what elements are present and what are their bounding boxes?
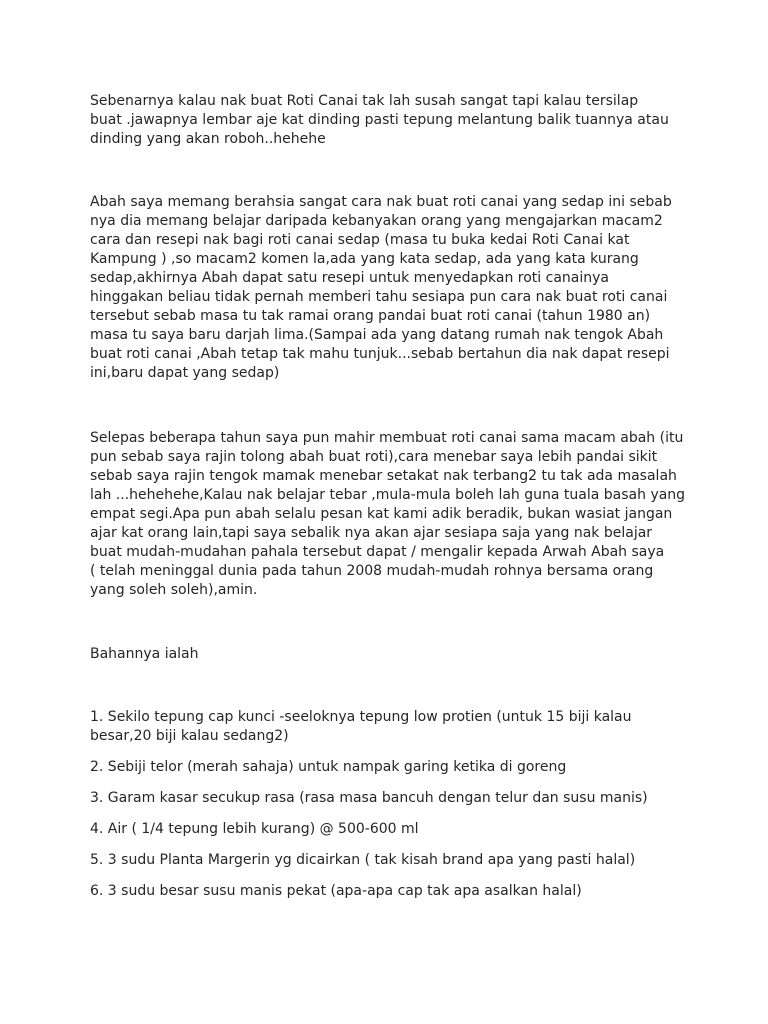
ingredient-item: 6. 3 sudu besar susu manis pekat (apa-apa cap tak apa asalkan halal) [90, 883, 582, 899]
ingredients-list [90, 708, 690, 913]
learning-paragraph: Selepas beberapa tahun saya pun mahir membuat roti canai sama macam abah (itu pun sebab saya rajin tolong abah buat roti),cara menebar saya lebih pandai sikit sebab saya rajin tengok mamak menebar setakat nak terbang2 tu tak ada masalah lah ...hehehehe,Kalau nak belajar tebar ,mula-mula boleh lah guna tuala basah yang empat segi.Apa pun abah selalu pesan kat kami adik beradik, bukan wasiat jangan ajar kat orang lain,tapi saya sebalik nya akan ajar sesiapa saja yang nak belajar buat mudah-mudahan pahala tersebut dapat / mengalir kepada Arwah Abah saya ( telah meninggal dunia pada tahun 2008 mudah-mudah rohnya bersama orang yang soleh soleh),amin. [90, 430, 686, 598]
ingredient-item: 4. Air ( 1/4 tepung lebih kurang) @ 500-600 ml [90, 821, 419, 837]
ingredient-item: 1. Sekilo tepung cap kunci -seeloknya tepung low protien (untuk 15 biji kalau besar,20 biji kalau sedang2) [90, 709, 632, 744]
ingredient-item: 5. 3 sudu Planta Margerin yg dicairkan ( tak kisah brand apa yang pasti halal) [90, 852, 636, 868]
intro-paragraph: Sebenarnya kalau nak buat Roti Canai tak lah susah sangat tapi kalau tersilap buat .jawapnya lembar aje kat dinding pasti tepung melantung balik tuannya atau dinding yang akan roboh..hehehe [90, 93, 669, 147]
ingredient-item: 2. Sebiji telor (merah sahaja) untuk nampak garing ketika di goreng [90, 759, 567, 775]
ingredient-item: 3. Garam kasar secukup rasa (rasa masa bancuh dengan telur dan susu manis) [90, 790, 648, 806]
abah-story-paragraph: Abah saya memang berahsia sangat cara nak buat roti canai yang sedap ini sebab nya dia memang belajar daripada kebanyakan orang yang mengajarkan macam2 cara dan resepi nak bagi roti canai sedap (masa tu buka kedai Roti Canai kat Kampung ) ,so macam2 komen la,ada yang kata sedap, ada yang kata kurang sedap,akhirnya Abah dapat satu resepi untuk menyedapkan roti canainya hinggakan beliau tidak pernah memberi tahu sesiapa pun cara nak buat roti canai tersebut sebab masa tu tak ramai orang pandai buat roti canai (tahun 1980 an) masa tu saya baru darjah lima.(Sampai ada yang datang rumah nak tengok Abah buat roti canai ,Abah tetap tak mahu tunjuk...sebab bertahun dia nak dapat resepi ini,baru dapat yang sedap) [90, 194, 672, 381]
ingredients-heading: Bahannya ialah [90, 646, 199, 662]
